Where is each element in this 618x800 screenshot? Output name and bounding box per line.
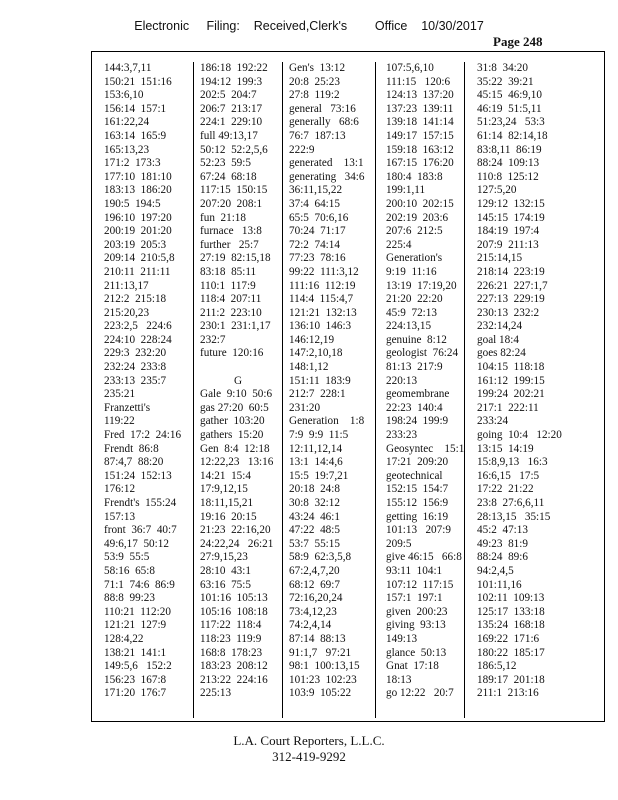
index-entry: 171:20 176:7: [104, 687, 167, 700]
index-entry: 209:14 210:5,8: [104, 252, 175, 265]
index-column: [92, 62, 194, 718]
index-entry: 211:13,17: [104, 279, 149, 292]
index-entry: 12:11,12,14: [289, 442, 343, 455]
index-entry: 58:16 65:8: [104, 564, 155, 577]
index-entry: 165:13,23: [104, 143, 150, 156]
index-entry: 121:21 127:9: [104, 619, 167, 632]
index-entry: 233:24: [477, 415, 509, 428]
index-entry: 200:19 201:20: [104, 225, 172, 238]
index-entry: 202:5 204:7: [200, 89, 257, 102]
index-entry: 207:9 211:13: [477, 238, 539, 251]
index-entry: 35:22 39:21: [477, 75, 534, 88]
index-entry: 98:1 100:13,15: [289, 660, 360, 673]
index-entry: 13:1 14:4,6: [289, 456, 343, 469]
index-entry: 17:9,12,15: [200, 483, 248, 496]
index-entry: 118:4 207:11: [200, 293, 262, 306]
index-entry: gather 103:20: [200, 415, 265, 428]
index-entry: Franzetti's: [104, 401, 151, 414]
index-entry: further 25:7: [200, 238, 259, 251]
index-entry: 102:11 109:13: [477, 592, 545, 605]
index-entry: 176:12: [104, 483, 136, 496]
index-entry: 77:23 78:16: [289, 252, 346, 265]
index-entry: 211:2 223:10: [200, 306, 262, 319]
index-entry: 20:8 25:23: [289, 75, 340, 88]
index-entry: 104:15 118:18: [477, 361, 545, 374]
index-entry: 184:19 197:4: [477, 225, 540, 238]
index-entry: 144:3,7,11: [104, 62, 152, 74]
index-entry: 70:24 71:17: [289, 225, 346, 238]
index-entry: give 46:15 66:8: [386, 551, 462, 564]
index-entry: 186:5,12: [477, 660, 517, 673]
index-entry: 36:11,15,22: [289, 184, 343, 197]
index-entry: 27:19 82:15,18: [200, 252, 271, 265]
index-entry: 61:14 82:14,18: [477, 129, 548, 142]
index-entry: 101:16 105:13: [200, 592, 268, 605]
index-entry: gathers 15:20: [200, 429, 264, 442]
index-entry: 232:7: [200, 333, 226, 346]
index-entry: 17:21 209:20: [386, 456, 449, 469]
index-entry: 220:13: [386, 374, 418, 387]
index-entry: 157:13: [104, 510, 136, 523]
index-entry: 148:1,12: [289, 361, 329, 374]
index-entry: 155:12 156:9: [386, 497, 449, 509]
index-entry: 63:16 75:5: [200, 578, 251, 591]
index-entry: front 36:7 40:7: [104, 524, 177, 537]
index-entry: 117:15 150:15: [200, 184, 268, 197]
index-entry: 119:22: [104, 415, 135, 428]
index-entry: future 120:16: [200, 347, 264, 360]
index-entry: 200:10 202:15: [386, 197, 454, 210]
index-entry: 215:14,15: [477, 252, 523, 265]
index-entry: 177:10 181:10: [104, 170, 172, 183]
index-entry: 83:18 85:11: [200, 265, 257, 278]
index-entry: Frendt 86:8: [104, 442, 159, 455]
index-entry: 199:1,11: [386, 184, 426, 197]
index-entry: 53:7 55:15: [289, 537, 340, 550]
index-entry: 222:9: [289, 143, 315, 156]
index-entry: Gen 8:4 12:18: [200, 442, 270, 455]
index-entry: 21:20 22:20: [386, 293, 443, 306]
index-entry: 49:6,17 50:12: [104, 537, 169, 550]
index-entry: 19:16 20:15: [200, 510, 257, 523]
index-entry: 31:8 34:20: [477, 62, 528, 74]
index-entry: 107:5,6,10: [386, 62, 434, 74]
index-entry: 13:15 14:19: [477, 442, 534, 455]
index-entry: 224:10 228:24: [104, 333, 172, 346]
index-entry: generally 68:6: [289, 116, 359, 129]
index-entry: 58:9 62:3,5,8: [289, 551, 352, 564]
index-entry: 7:9 9:9 11:5: [289, 429, 349, 442]
index-entry: 194:12 199:3: [200, 75, 263, 88]
index-entry: 114:4 115:4,7: [289, 293, 354, 306]
index-entry: furnace 13:8: [200, 225, 262, 238]
index-entry: 157:1 197:1: [386, 592, 443, 605]
index-entry: 153:6,10: [104, 89, 144, 102]
index-entry: 233:13 235:7: [104, 374, 167, 387]
index-entry: 186:18 192:22: [200, 62, 268, 74]
index-entry: 209:5: [386, 537, 412, 550]
index-entry: 207:6 212:5: [386, 225, 443, 238]
index-entry: 230:1 231:1,17: [200, 320, 271, 333]
index-entry: 118:23 119:9: [200, 632, 262, 645]
index-entry: giving 93:13: [386, 619, 446, 632]
index-entry: 14:21 15:4: [200, 469, 251, 482]
index-entry: 128:4,22: [104, 632, 144, 645]
index-entry: 202:19 203:6: [386, 211, 449, 224]
index-entry: going 10:4 12:20: [477, 429, 562, 442]
index-entry: 67:2,4,7,20: [289, 564, 340, 577]
index-frame: [91, 51, 605, 722]
index-entry: 196:10 197:20: [104, 211, 172, 224]
index-entry: 18:11,15,21: [200, 497, 254, 509]
index-entry: 190:5 194:5: [104, 197, 161, 210]
index-entry: 45:15 46:9,10: [477, 89, 542, 102]
index-entry: 137:23 139:11: [386, 102, 454, 115]
index-entry: 233:23: [386, 429, 418, 442]
index-entry: 212:7 228:1: [289, 388, 346, 401]
index-entry: Fred 17:2 24:16: [104, 429, 182, 442]
index-entry: 45:2 47:13: [477, 524, 528, 537]
index-entry: given 200:23: [386, 605, 448, 618]
index-entry: 72:2 74:14: [289, 238, 340, 251]
index-entry: Gale 9:10 50:6: [200, 388, 273, 401]
index-entry: 81:13 217:9: [386, 361, 443, 374]
index-entry: 124:13 137:20: [386, 89, 454, 102]
index-entry: 151:24 152:13: [104, 469, 172, 482]
index-entry: 94:2,4,5: [477, 564, 514, 577]
index-entry: 235:21: [104, 388, 136, 401]
index-entry: 20:18 24:8: [289, 483, 340, 496]
index-entry: 232:24 233:8: [104, 361, 167, 374]
index-entry: 210:11 211:11: [104, 265, 171, 278]
index-entry: 23:8 27:6,6,11: [477, 497, 545, 509]
index-entry: 156:23 167:8: [104, 673, 167, 686]
footer-phone: 312-419-9292: [272, 749, 346, 764]
index-entry: gas 27:20 60:5: [200, 401, 269, 414]
index-entry: 231:20: [289, 401, 321, 414]
index-entry: 211:1 213:16: [477, 687, 539, 700]
index-entry: 206:7 213:17: [200, 102, 263, 115]
index-entry: Gnat 17:18: [386, 660, 439, 673]
index-entry: 27:8 119:2: [289, 89, 340, 102]
index-entry: 103:9 105:22: [289, 687, 352, 700]
index-entry: 198:24 199:9: [386, 415, 449, 428]
index-entry: 13:19 17:19,20: [386, 279, 457, 292]
index-entry: 65:5 70:6,16: [289, 211, 349, 224]
index-entry: 21:23 22:16,20: [200, 524, 271, 537]
index-entry: 189:17 201:18: [477, 673, 545, 686]
index-entry: 28:13,15 35:15: [477, 510, 551, 523]
index-entry: 83:8,11 86:19: [477, 143, 542, 156]
index-entry: 152:15 154:7: [386, 483, 449, 496]
index-entry: 93:11 104:1: [386, 564, 443, 577]
index-column: [465, 62, 605, 718]
index-entry: 101:13 207:9: [386, 524, 451, 537]
index-entry: fun 21:18: [200, 211, 246, 224]
index-entry: Generation 1:8: [289, 415, 365, 428]
index-entry: 91:1,7 97:21: [289, 646, 352, 659]
index-entry: 183:23 208:12: [200, 660, 268, 673]
index-entry: 99:22 111:3,12: [289, 265, 359, 278]
index-entry: 149:13: [386, 632, 418, 645]
index-spacer: [200, 361, 282, 375]
index-entry: 52:23 59:5: [200, 157, 251, 170]
index-entry: 230:13 232:2: [477, 306, 540, 319]
index-entry: getting 16:19: [386, 510, 449, 523]
index-entry: 229:3 232:20: [104, 347, 167, 360]
index-entry: 15:8,9,13 16:3: [477, 456, 548, 469]
index-entry: 168:8 178:23: [200, 646, 263, 659]
index-entry: 88:8 99:23: [104, 592, 155, 605]
index-entry: 156:14 157:1: [104, 102, 167, 115]
index-entry: goal 18:4: [477, 333, 519, 346]
index-entry: G: [233, 374, 243, 387]
index-entry: Geosyntec 15:1: [386, 442, 465, 455]
index-entry: 110:8 125:12: [477, 170, 539, 183]
index-column: [376, 62, 465, 718]
index-entry: Frendt's 155:24: [104, 497, 177, 509]
index-entry: 171:2 173:3: [104, 157, 161, 170]
index-entry: generating 34:6: [289, 170, 365, 183]
index-entry: 227:13 229:19: [477, 293, 545, 306]
index-entry: 217:1 222:11: [477, 401, 539, 414]
index-entry: 203:19 205:3: [104, 238, 167, 251]
index-entry: 9:19 11:16: [386, 265, 437, 278]
index-entry: 68:12 69:7: [289, 578, 340, 591]
index-entry: 111:15 120:6: [386, 75, 451, 88]
index-entry: 207:20 208:1: [200, 197, 263, 210]
index-entry: 105:16 108:18: [200, 605, 268, 618]
index-entry: full 49:13,17: [200, 129, 258, 142]
index-entry: 218:14 223:19: [477, 265, 545, 278]
index-entry: 73:4,12,23: [289, 605, 337, 618]
index-entry: 51:23,24 53:3: [477, 116, 545, 129]
index-entry: 161:12 199:15: [477, 374, 545, 387]
index-entry: 232:14,24: [477, 320, 523, 333]
index-entry: 17:22 21:22: [477, 483, 534, 496]
index-entry: 135:24 168:18: [477, 619, 545, 632]
index-entry: 72:16,20,24: [289, 592, 343, 605]
index-entry: 46:19 51:5,11: [477, 102, 542, 115]
index-entry: 180:22 185:17: [477, 646, 545, 659]
footer-company: L.A. Court Reporters, L.L.C.: [233, 733, 385, 748]
index-entry: 87:4,7 88:20: [104, 456, 164, 469]
index-entry: 129:12 132:15: [477, 197, 545, 210]
index-entry: 101:11,16: [477, 578, 522, 591]
index-entry: 121:21 132:13: [289, 306, 357, 319]
index-entry: 30:8 32:12: [289, 497, 340, 509]
index-entry: 180:4 183:8: [386, 170, 443, 183]
index-entry: 136:10 146:3: [289, 320, 352, 333]
index-entry: 27:9,15,23: [200, 551, 248, 564]
index-entry: 149:17 157:15: [386, 129, 454, 142]
index-entry: 22:23 140:4: [386, 401, 443, 414]
index-entry: 15:5 19:7,21: [289, 469, 349, 482]
index-entry: 145:15 174:19: [477, 211, 545, 224]
index-entry: Generation's: [386, 252, 443, 265]
index-entry: 28:10 43:1: [200, 564, 251, 577]
index-entry: 150:21 151:16: [104, 75, 172, 88]
index-column: [194, 62, 283, 718]
index-entry: 151:11 183:9: [289, 374, 351, 387]
index-entry: 149:5,6 152:2: [104, 660, 172, 673]
index-entry: 147:2,10,18: [289, 347, 343, 360]
index-entry: 76:7 187:13: [289, 129, 346, 142]
index-entry: 18:13: [386, 673, 412, 686]
index-entry: 71:1 74:6 86:9: [104, 578, 175, 591]
index-entry: 74:2,4,14: [289, 619, 332, 632]
index-entry: 224:1 229:10: [200, 116, 263, 129]
index-entry: 53:9 55:5: [104, 551, 150, 564]
index-entry: general 73:16: [289, 102, 356, 115]
index-entry: 225:13: [200, 687, 232, 700]
index-entry: 138:21 141:1: [104, 646, 167, 659]
index-entry: 67:24 68:18: [200, 170, 257, 183]
index-entry: 110:1 117:9: [200, 279, 256, 292]
index-entry: 88:24 89:6: [477, 551, 528, 564]
index-entry: 107:12 117:15: [386, 578, 454, 591]
index-entry: 159:18 163:12: [386, 143, 454, 156]
index-entry: 45:9 72:13: [386, 306, 437, 319]
index-entry: 24:22,24 26:21: [200, 537, 274, 550]
filing-header: Electronic Filing: Received,Clerk's Office 10/30/2017: [134, 19, 484, 33]
index-entry: 215:20,23: [104, 306, 150, 319]
index-entry: 163:14 165:9: [104, 129, 167, 142]
index-entry: 37:4 64:15: [289, 197, 340, 210]
index-entry: 146:12,19: [289, 333, 335, 346]
index-entry: 88:24 109:13: [477, 157, 540, 170]
index-entry: 226:21 227:1,7: [477, 279, 548, 292]
index-entry: 139:18 141:14: [386, 116, 454, 129]
index-entry: 127:5,20: [477, 184, 517, 197]
index-entry: 110:21 112:20: [104, 605, 171, 618]
page-number: Page 248: [493, 34, 543, 49]
index-entry: 16:6,15 17:5: [477, 469, 540, 482]
index-entry: geotechnical: [386, 469, 443, 482]
index-entry: genuine 8:12: [386, 333, 447, 346]
index-entry: 117:22 118:4: [200, 619, 262, 632]
index-entry: glance 50:13: [386, 646, 447, 659]
index-entry: 183:13 186:20: [104, 184, 172, 197]
index-entry: go 12:22 20:7: [386, 687, 454, 700]
index-entry: 225:4: [386, 238, 412, 251]
index-entry: 49:23 81:9: [477, 537, 528, 550]
index-entry: 212:2 215:18: [104, 293, 167, 306]
index-entry: 169:22 171:6: [477, 632, 540, 645]
index-entry: 213:22 224:16: [200, 673, 268, 686]
index-entry: 50:12 52:2,5,6: [200, 143, 268, 156]
index-entry: 87:14 88:13: [289, 632, 346, 645]
index-column: [283, 62, 376, 718]
index-entry: 111:16 112:19: [289, 279, 356, 292]
index-entry: 223:2,5 224:6: [104, 320, 172, 333]
index-entry: 47:22 48:5: [289, 524, 340, 537]
index-entry: 199:24 202:21: [477, 388, 545, 401]
index-entry: geologist 76:24: [386, 347, 459, 360]
index-entry: goes 82:24: [477, 347, 526, 360]
index-entry: Gen's 13:12: [289, 62, 346, 74]
index-entry: 12:22,23 13:16: [200, 456, 274, 469]
index-entry: 161:22,24: [104, 116, 150, 129]
index-entry: 101:23 102:23: [289, 673, 357, 686]
index-entry: 43:24 46:1: [289, 510, 340, 523]
index-entry: 224:13,15: [386, 320, 432, 333]
index-entry: generated 13:1: [289, 157, 364, 170]
index-entry: 125:17 133:18: [477, 605, 545, 618]
index-entry: 167:15 176:20: [386, 157, 454, 170]
index-entry: geomembrane: [386, 388, 450, 401]
